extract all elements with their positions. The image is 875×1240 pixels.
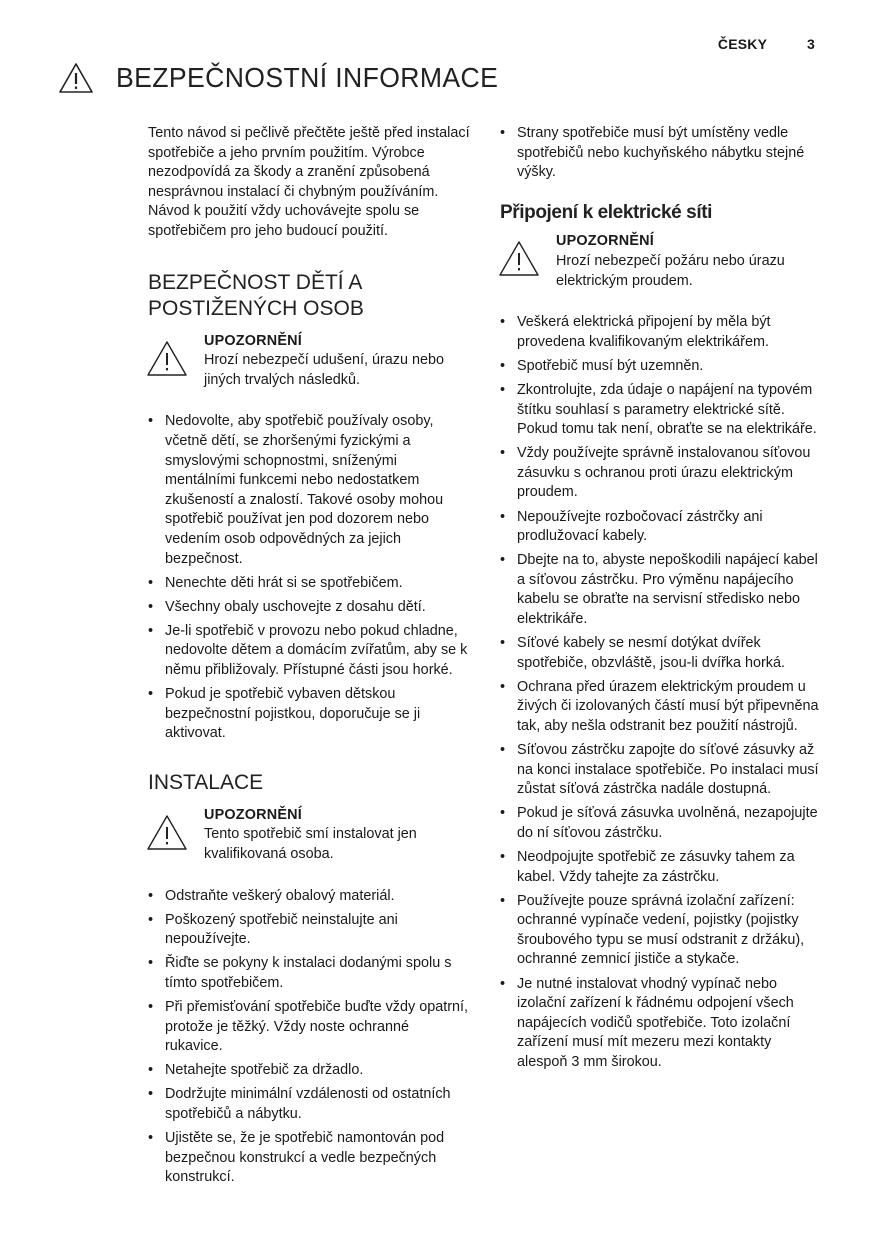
warning-title: UPOZORNĚNÍ xyxy=(556,233,654,250)
warning-title: UPOZORNĚNÍ xyxy=(204,806,302,823)
section-title-children: BEZPEČNOST DĚTÍ A POSTIŽENÝCH OSOB xyxy=(148,270,364,320)
list-item: • Vždy používejte správně instalovanou síťovou zásuvku s ochranou proti úrazu elektrickým proudem. xyxy=(500,444,822,503)
page-number: 3 xyxy=(807,36,815,52)
bullet-list-children xyxy=(148,412,470,744)
list-item: • Nepoužívejte rozbočovací zástrčky ani prodlužovací kabely. xyxy=(500,508,822,547)
warning-box-children xyxy=(148,332,470,391)
bullet-list-installation-continued xyxy=(500,124,822,183)
list-item: • Veškerá elektrická připojení by měla být provedena kvalifikovaným elektrikářem. xyxy=(500,313,822,352)
page-title: BEZPEČNOSTNÍ INFORMACE xyxy=(116,62,499,93)
list-item: • Odstraňte veškerý obalový materiál. xyxy=(148,887,470,907)
left-column xyxy=(148,124,470,1214)
list-item: • Pokud je síťová zásuvka uvolněná, nezapojujte do ní síťovou zástrčku. xyxy=(500,804,822,843)
warning-text: Hrozí nebezpečí požáru nebo úrazu elektrickým proudem. xyxy=(556,252,785,289)
warning-text: Tento spotřebič smí instalovat jen kvalifikovaná osoba. xyxy=(204,826,417,863)
bullet-list-installation xyxy=(148,887,470,1188)
list-item: • Pokud je spotřebič vybaven dětskou bezpečnostní pojistkou, doporučuje se ji aktivovat. xyxy=(148,685,470,744)
warning-triangle-icon xyxy=(145,340,189,378)
list-item: • Všechny obaly uschovejte z dosahu dětí. xyxy=(148,598,470,618)
warning-box-electrical xyxy=(500,232,822,291)
warning-triangle-icon xyxy=(497,240,541,278)
list-item: • Je-li spotřebič v provozu nebo pokud chladne, nedovolte dětem a domácím zvířatům, aby se k němu přibližovaly. Přístupné části jsou horké. xyxy=(148,622,470,681)
page-header xyxy=(718,36,815,52)
list-item: • Síťovou zástrčku zapojte do síťové zásuvky až na konci instalace spotřebiče. Po instalaci musí zůstat síťová zástrčka nadále dostupná. xyxy=(500,741,822,800)
language-label: ČESKY xyxy=(717,36,767,52)
warning-title: UPOZORNĚNÍ xyxy=(204,332,302,349)
list-item: • Dodržujte minimální vzdálenosti od ostatních spotřebičů a nábytku. xyxy=(148,1085,470,1124)
list-item: • Používejte pouze správná izolační zařízení: ochranné vypínače vedení, pojistky (pojistky šroubového typu se musí odstranit z držáku), ochranné zemnicí jističe a stykače. xyxy=(500,892,822,970)
list-item: • Zkontrolujte, zda údaje o napájení na typovém štítku souhlasí s parametry elektrické sítě. Pokud tomu tak není, obraťte se na elektrikáře. xyxy=(500,381,822,440)
list-item: • Síťové kabely se nesmí dotýkat dvířek spotřebiče, obzvláště, jsou-li dvířka horká. xyxy=(500,634,822,673)
list-item: • Nenechte děti hrát si se spotřebičem. xyxy=(148,574,470,594)
list-item: • Strany spotřebiče musí být umístěny vedle spotřebičů nebo kuchyňského nábytku stejné výšky. xyxy=(500,124,822,183)
list-item: • Dbejte na to, abyste nepoškodili napájecí kabel a síťovou zástrčku. Pro výměnu napájecího kabelu se obraťte na servisní středisko nebo elektrikáře. xyxy=(500,551,822,629)
list-item: • Poškozený spotřebič neinstalujte ani nepoužívejte. xyxy=(148,911,470,950)
warning-triangle-icon xyxy=(58,62,94,94)
list-item: • Řiďte se pokyny k instalaci dodanými spolu s tímto spotřebičem. xyxy=(148,954,470,993)
warning-text: Hrozí nebezpečí udušení, úrazu nebo jiných trvalých následků. xyxy=(204,352,445,388)
intro-paragraph: Tento návod si pečlivě přečtěte ještě před instalací spotřebiče a jeho prvním použitím. Výrobce nezodpovídá za škody a zranění způsobená nesprávnou instalací či chybným používáním. Návod k použití vždy uchovávejte spolu se spotřebičem pro jeho budoucí použití. xyxy=(148,125,470,239)
bullet-list-electrical xyxy=(500,313,822,1072)
section-title-installation: INSTALACE xyxy=(148,770,264,794)
main-title-row xyxy=(58,62,518,94)
list-item: • Nedovolte, aby spotřebič používaly osoby, včetně dětí, se zhoršenými fyzickými a smyslovými schopnostmi, sníženými mentálními funkcemi nebo nedostatkem zkušeností a znalostí. Takové osoby mohou spotřebič používat jen pod dozorem nebo vedením osob odpovědných za jejich bezpečnost. xyxy=(148,412,470,569)
warning-box-installation xyxy=(148,806,470,865)
list-item: • Spotřebič musí být uzemněn. xyxy=(500,357,822,377)
warning-triangle-icon xyxy=(145,814,189,852)
list-item: • Neodpojujte spotřebič ze zásuvky tahem za kabel. Vždy tahejte za zástrčku. xyxy=(500,848,822,887)
list-item: • Ujistěte se, že je spotřebič namontován pod bezpečnou konstrukcí a vedle bezpečných konstrukcí. xyxy=(148,1129,470,1188)
list-item: • Při přemisťování spotřebiče buďte vždy opatrní, protože je těžký. Vždy noste ochranné rukavice. xyxy=(148,998,470,1057)
list-item: • Netahejte spotřebič za držadlo. xyxy=(148,1061,470,1081)
section-title-electrical: Připojení k elektrické síti xyxy=(500,201,713,223)
list-item: • Ochrana před úrazem elektrickým proudem u živých či izolovaných částí musí být připevněna tak, aby nešla odstranit bez použití nástrojů. xyxy=(500,678,822,737)
right-column xyxy=(500,124,822,1099)
list-item: • Je nutné instalovat vhodný vypínač nebo izolační zařízení k řádnému odpojení všech napájecích vodičů spotřebiče. Toto izolační zařízení musí mít mezeru mezi kontakty alespoň 3 mm širokou. xyxy=(500,975,822,1073)
